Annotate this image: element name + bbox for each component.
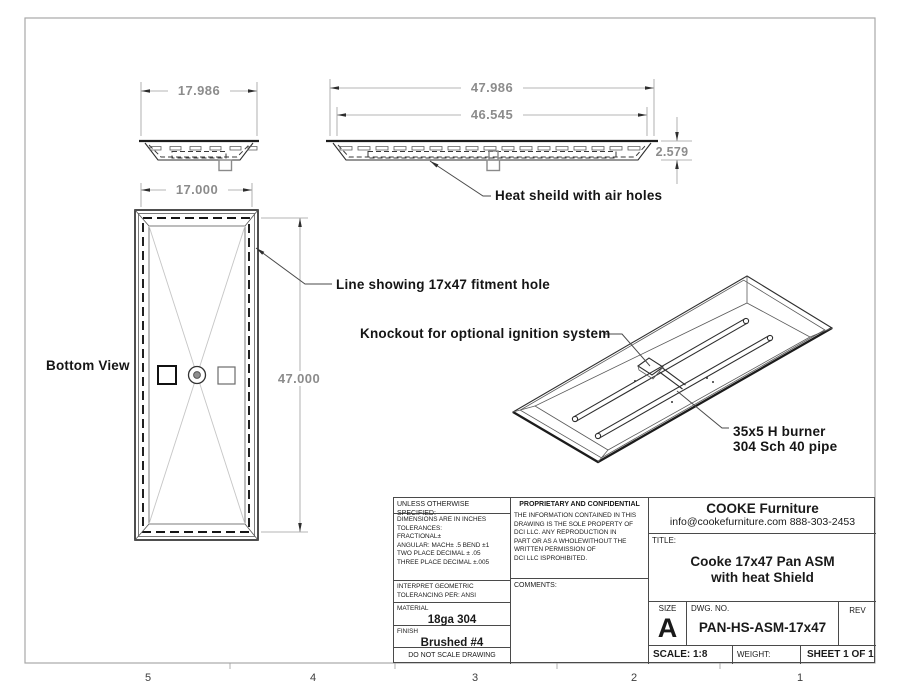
tolerance-line: FRACTIONAL± (397, 533, 441, 541)
interpret-line2: TOLERANCING PER: ANSI (397, 591, 477, 599)
dwg-label: DWG. NO. (691, 604, 730, 613)
drawing-title-line1: Cooke 17x47 Pan ASM (690, 554, 835, 569)
bottom-view-square-hole-left (158, 366, 176, 384)
long-view-tab-upper (489, 151, 498, 160)
proprietary-line: DCI LLC ISPROHIBITED. (514, 554, 588, 562)
knockout-callout: Knockout for optional ignition system (360, 326, 611, 341)
do-not-scale: DO NOT SCALE DRAWING (394, 648, 511, 664)
burner-callout-line1: 35x5 H burner (733, 424, 826, 439)
company-name: COOKE Furniture (706, 501, 819, 516)
finish-label: FINISH (397, 628, 418, 635)
material-label: MATERIAL (397, 605, 429, 612)
tolerance-block (394, 514, 511, 581)
tolerance-line: TWO PLACE DECIMAL ± .05 (397, 550, 481, 558)
bottom-view-knockout-center (194, 372, 201, 379)
dwg-number: PAN-HS-ASM-17x47 (698, 620, 827, 635)
interpret-line1: INTERPRET GEOMETRIC (397, 583, 474, 590)
dim-bottom-width: 17.000 (175, 182, 219, 197)
title-block (393, 497, 875, 663)
zone-4: 4 (309, 672, 317, 684)
dim-bottom-length: 47.000 (277, 371, 321, 386)
proprietary-line: DRAWING IS THE SOLE PROPERTY OF (514, 520, 634, 528)
tolerance-line: TOLERANCES: (397, 524, 442, 532)
dim-long-depth: 2.579 (655, 145, 689, 159)
proprietary-line: PART OR AS A WHOLEWITHOUT THE (514, 537, 627, 545)
drawing-title-line2: with heat Shield (711, 570, 814, 585)
size-cell (649, 602, 687, 646)
title-cell (649, 534, 876, 602)
proprietary-header: PROPRIETARY AND CONFIDENTIAL (519, 501, 640, 508)
weight-cell: WEIGHT: (733, 646, 801, 664)
finish-value: Brushed #4 (420, 636, 484, 649)
tolerance-line: ANGULAR: MACH± .5 BEND ±1 (397, 541, 490, 549)
short-view-tab (219, 160, 232, 171)
zone-5: 5 (144, 672, 152, 684)
dim-short-overall: 17.986 (177, 83, 221, 98)
scale-cell: SCALE: 1:8 (649, 646, 733, 664)
bottom-view-square-hole-right (218, 367, 235, 384)
dim-long-overall: 47.986 (470, 80, 514, 95)
comments-cell: COMMENTS: (511, 579, 649, 664)
tolerance-line: DIMENSIONS ARE IN INCHES (397, 516, 487, 523)
company-contact: info@cookefurniture.com 888-303-2453 (669, 516, 856, 528)
proprietary-line: THE INFORMATION CONTAINED IN THIS (514, 512, 637, 519)
bottom-view-label: Bottom View (46, 358, 130, 373)
short-view-air-slots (150, 147, 257, 151)
rev-cell: REV (839, 602, 876, 646)
size-value: A (657, 613, 678, 643)
material-value: 18ga 304 (427, 613, 477, 626)
proprietary-cell (511, 498, 649, 579)
proprietary-line: DCI LLC. ANY REPRODUCTION IN (514, 529, 617, 537)
front-view-long-side (326, 79, 692, 203)
size-label: SIZE (658, 604, 677, 613)
dim-long-inner: 46.545 (470, 107, 514, 122)
zone-3: 3 (471, 672, 479, 684)
isometric-view (360, 276, 838, 462)
dwg-no-cell (687, 602, 839, 646)
tolerance-line: THREE PLACE DECIMAL ±.005 (397, 558, 490, 566)
title-label: TITLE: (652, 536, 677, 545)
finish-cell (394, 626, 511, 648)
heat-shield-callout: Heat sheild with air holes (495, 188, 663, 203)
front-view-short-side (139, 82, 259, 171)
material-cell (394, 603, 511, 626)
burner-callout-line2: 304 Sch 40 pipe (733, 439, 838, 454)
long-view-air-slots (340, 147, 640, 151)
iso-knockout-box (638, 358, 663, 379)
interpret-geometric (394, 581, 511, 603)
fitment-callout: Line showing 17x47 fitment hole (336, 277, 550, 292)
zone-1: 1 (796, 672, 804, 684)
sheet-cell: SHEET 1 OF 1 (807, 649, 874, 660)
long-view-tab (487, 160, 500, 171)
proprietary-line: WRITTEN PERMISSION OF (514, 546, 596, 554)
zone-2: 2 (630, 672, 638, 684)
bottom-view (46, 182, 550, 540)
unless-otherwise-specified: UNLESS OTHERWISE SPECIFIED: (394, 498, 511, 514)
company-cell (649, 498, 876, 534)
